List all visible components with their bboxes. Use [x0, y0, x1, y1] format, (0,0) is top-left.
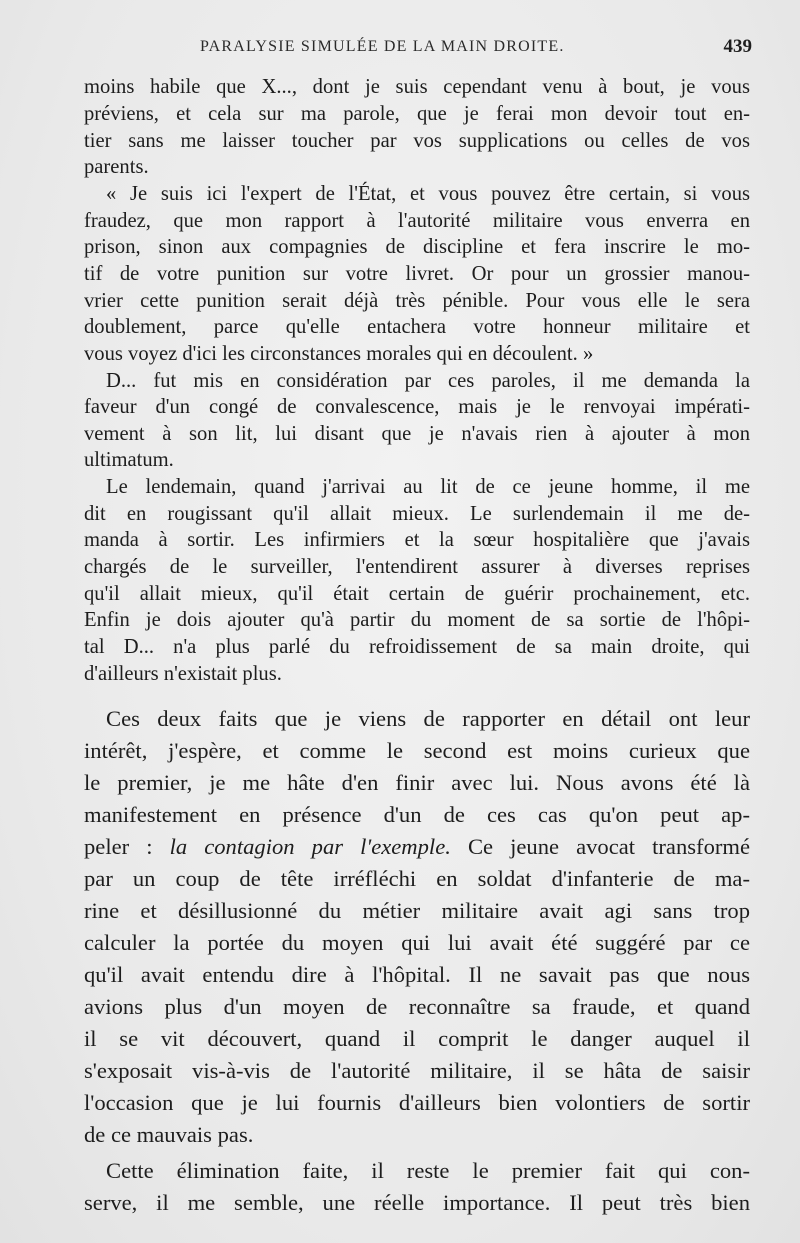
text-line: Cette élimination faite, il reste le premier fait qui con-: [106, 1158, 750, 1183]
text-line: qu'il avait entendu dire à l'hôpital. Il ne savait pas que nous: [84, 962, 750, 987]
text-line: qu'il allait mieux, qu'il était certain de guérir prochainement, etc.: [84, 583, 750, 605]
text-line: ultimatum.: [84, 449, 174, 471]
text-line: prison, sinon aux compagnies de discipline et fera inscrire le mo-: [84, 236, 750, 258]
text-line: d'ailleurs n'existait plus.: [84, 663, 282, 685]
running-head: [0, 34, 800, 64]
text-line: rine et désillusionné du métier militaire avait agi sans trop: [84, 898, 750, 923]
text-line: le premier, je me hâte d'en finir avec lui. Nous avons été là: [84, 770, 750, 795]
text-line: vrier cette punition serait déjà très pénible. Pour vous elle le sera: [84, 290, 750, 312]
text-line: vement à son lit, lui disant que je n'avais rien à ajouter à mon: [84, 423, 750, 445]
running-title: PARALYSIE SIMULÉE DE LA MAIN DROITE.: [200, 38, 565, 55]
text-line: Enfin je dois ajouter qu'à partir du moment de sa sortie de l'hôpi-: [84, 609, 750, 631]
text-line: s'exposait vis-à-vis de l'autorité militaire, il se hâta de saisir: [84, 1058, 750, 1083]
text-line: D... fut mis en considération par ces paroles, il me demanda la: [106, 370, 750, 392]
text-line: Le lendemain, quand j'arrivai au lit de ce jeune homme, il me: [106, 476, 750, 498]
text-line: l'occasion que je lui fournis d'ailleurs bien volontiers de sortir: [84, 1090, 750, 1115]
text-line: moins habile que X..., dont je suis cependant venu à bout, je vous: [84, 76, 750, 98]
text-line: préviens, et cela sur ma parole, que je ferai mon devoir tout en-: [84, 103, 750, 125]
text-line: tif de votre punition sur votre livret. Or pour un grossier manou-: [84, 263, 750, 285]
text-line: par un coup de tête irréfléchi en soldat d'infanterie de ma-: [84, 866, 750, 891]
text-line: doublement, parce qu'elle entachera votre honneur militaire et: [84, 316, 750, 338]
text-line: serve, il me semble, une réelle importance. Il peut très bien: [84, 1190, 750, 1215]
text-line: fraudez, que mon rapport à l'autorité militaire vous enverra en: [84, 210, 750, 232]
page-number: 439: [723, 36, 752, 57]
text-line: chargés de le surveiller, l'entendirent assurer à diverses reprises: [84, 556, 750, 578]
italic-phrase: la contagion par l'exemple.: [169, 834, 451, 859]
text-line: tier sans me laisser toucher par vos supplications ou celles de vos: [84, 130, 750, 152]
text-line: intérêt, j'espère, et comme le second est moins curieux que: [84, 738, 750, 763]
text-line: parents.: [84, 156, 149, 178]
text-line: faveur d'un congé de convalescence, mais je le renvoyai impérati-: [84, 396, 750, 418]
text-fragment: peler :: [84, 834, 170, 859]
text-line: « Je suis ici l'expert de l'État, et vous pouvez être certain, si vous: [106, 183, 750, 205]
text-line: [84, 832, 750, 862]
text-line: vous voyez d'ici les circonstances morales qui en découlent. »: [84, 343, 594, 365]
text-line: de ce mauvais pas.: [84, 1122, 254, 1147]
text-line: calculer la portée du moyen qui lui avait été suggéré par ce: [84, 930, 750, 955]
text-line: manda à sortir. Les infirmiers et la sœur hospitalière que j'avais: [84, 529, 750, 551]
text-line: avions plus d'un moyen de reconnaître sa fraude, et quand: [84, 994, 750, 1019]
text-line: tal D... n'a plus parlé du refroidissement de sa main droite, qui: [84, 636, 750, 658]
text-line: il se vit découvert, quand il comprit le danger auquel il: [84, 1026, 750, 1051]
text-fragment: Ce jeune avocat transformé: [450, 834, 750, 859]
text-line: Ces deux faits que je viens de rapporter en détail ont leur: [106, 706, 750, 731]
text-line: dit en rougissant qu'il allait mieux. Le surlendemain il me de-: [84, 503, 750, 525]
text-line: manifestement en présence d'un de ces cas qu'on peut ap-: [84, 802, 750, 827]
